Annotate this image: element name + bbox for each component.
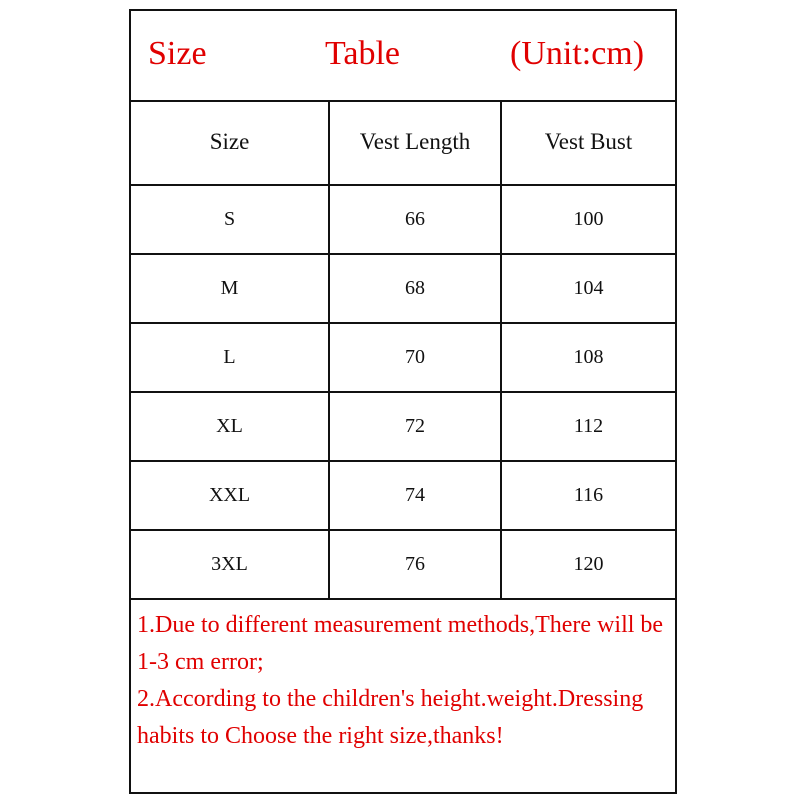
cell-size: XL xyxy=(131,392,329,461)
table-row xyxy=(131,530,675,599)
header-size: Size xyxy=(131,100,329,185)
size-chart xyxy=(129,9,677,794)
cell-size: L xyxy=(131,323,329,392)
header-row xyxy=(131,100,675,185)
cell-vest-length: 72 xyxy=(329,392,501,461)
note-2: 2.According to the children's height.weight.Dressing habits to Choose the right size,thanks! xyxy=(137,686,644,749)
cell-vest-length: 74 xyxy=(329,461,501,530)
cell-vest-bust: 116 xyxy=(501,461,675,530)
cell-size: M xyxy=(131,254,329,323)
cell-size: 3XL xyxy=(131,530,329,599)
note-1: 1.Due to different measurement methods,There will be 1-3 cm error; xyxy=(137,612,664,675)
cell-vest-length: 66 xyxy=(329,185,501,254)
cell-vest-length: 76 xyxy=(329,530,501,599)
cell-size: XXL xyxy=(131,461,329,530)
header-vest-length: Vest Length xyxy=(329,100,501,185)
cell-vest-bust: 112 xyxy=(501,392,675,461)
cell-vest-bust: 104 xyxy=(501,254,675,323)
cell-size: S xyxy=(131,185,329,254)
table-row xyxy=(131,392,675,461)
title-table: Table xyxy=(325,35,401,72)
notes xyxy=(131,601,675,755)
table-row xyxy=(131,185,675,254)
header-vest-bust: Vest Bust xyxy=(501,100,675,185)
cell-vest-length: 68 xyxy=(329,254,501,323)
cell-vest-length: 70 xyxy=(329,323,501,392)
table-row xyxy=(131,254,675,323)
size-table xyxy=(131,100,675,600)
title-row xyxy=(131,11,675,102)
title-size: Size xyxy=(148,35,207,72)
cell-vest-bust: 120 xyxy=(501,530,675,599)
title-unit: (Unit:cm) xyxy=(510,35,645,72)
cell-vest-bust: 108 xyxy=(501,323,675,392)
cell-vest-bust: 100 xyxy=(501,185,675,254)
table-row xyxy=(131,461,675,530)
table-row xyxy=(131,323,675,392)
